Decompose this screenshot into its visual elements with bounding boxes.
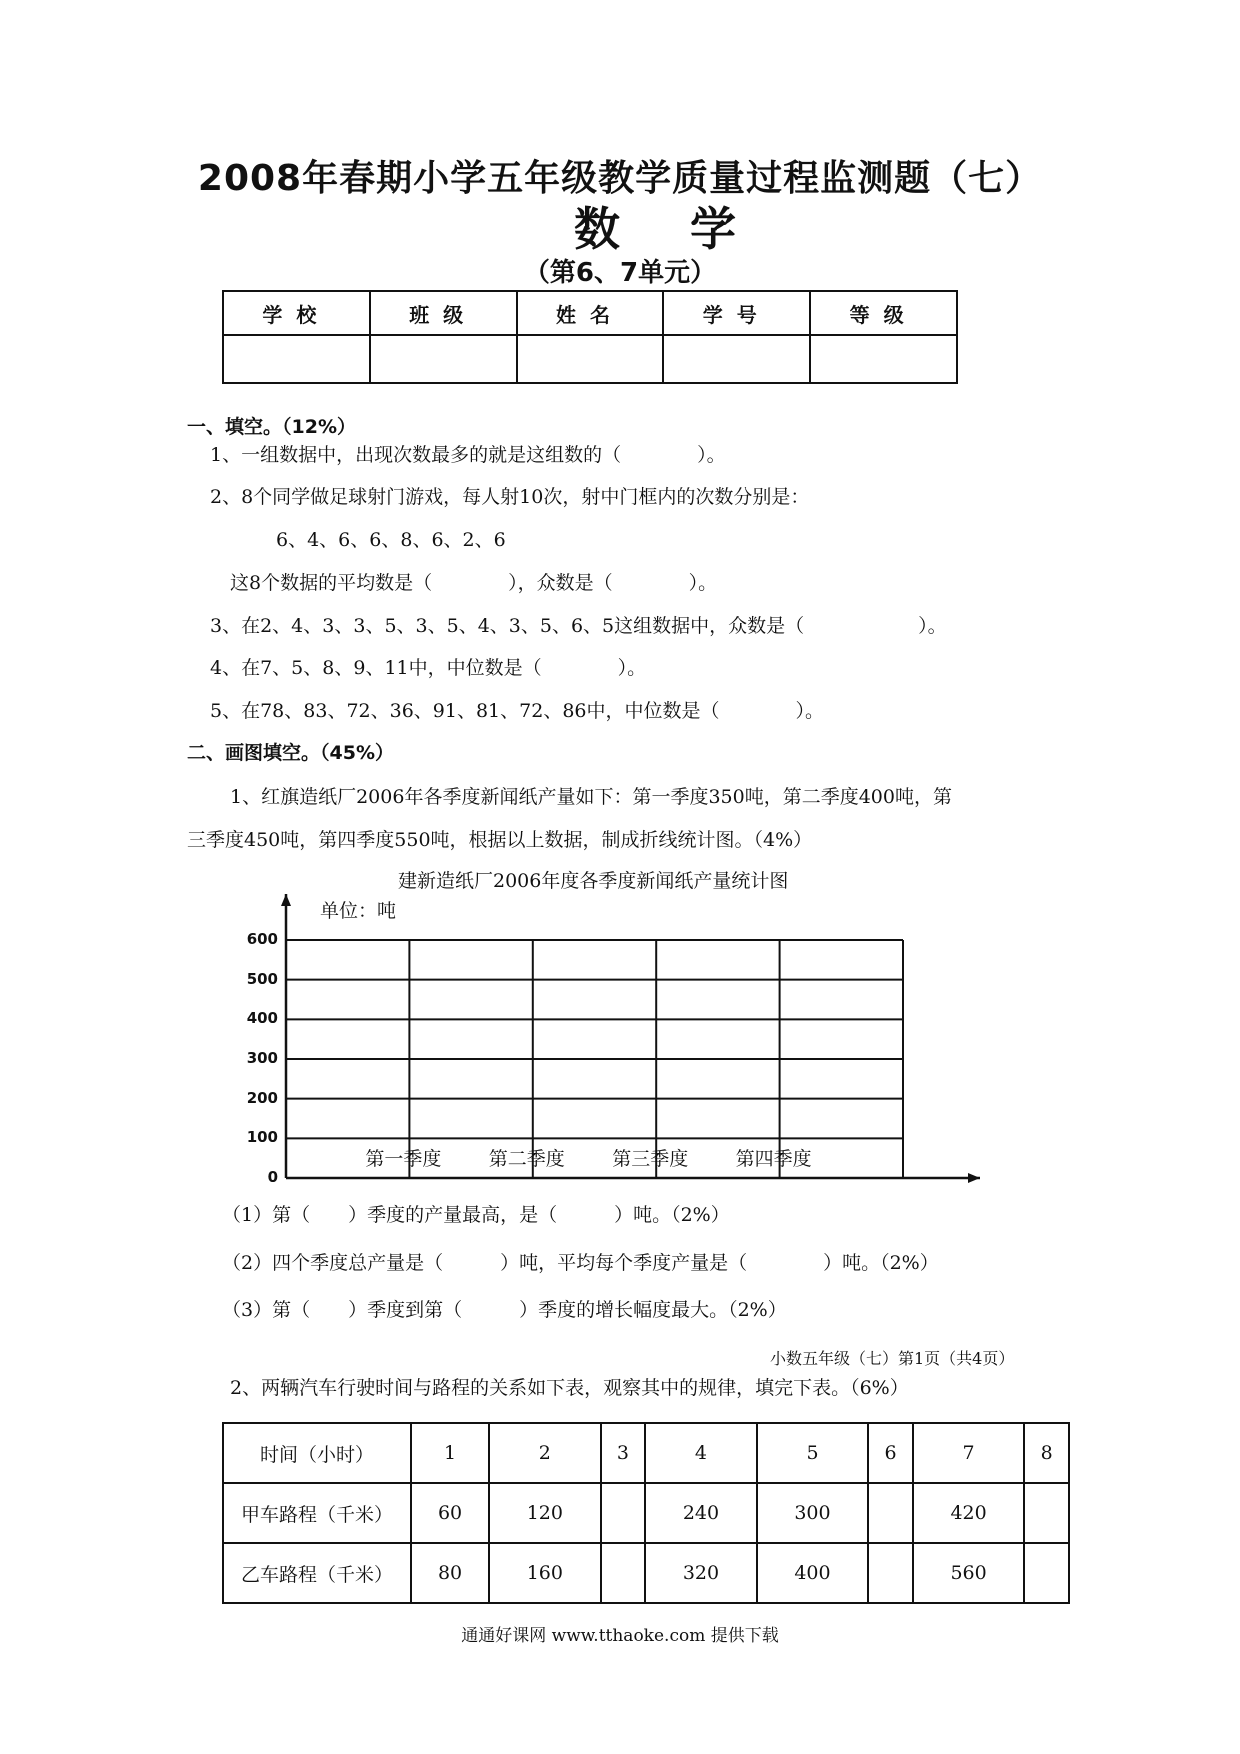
y-tick-label: 500 [246, 969, 278, 988]
s1-question-2-ask: 这8个数据的平均数是（ ），众数是（ ）。 [230, 572, 718, 594]
s1-question-2: 2、8个同学做足球射门游戏，每人射10次，射中门框内的次数分别是： [210, 486, 810, 508]
x-axis-arrow-icon [968, 1173, 980, 1183]
table-cell: 80 [411, 1543, 489, 1603]
table-cell[interactable] [1024, 1483, 1069, 1543]
info-header-grade: 等级 [810, 291, 957, 335]
s2-question-1-line1: 1、红旗造纸厂2006年各季度新闻纸产量如下：第一季度350吨，第二季度400吨，第 [230, 786, 952, 808]
info-header-id: 学号 [663, 291, 810, 335]
table-cell: 240 [645, 1483, 757, 1543]
table-row [223, 1483, 1069, 1543]
info-field-grade[interactable] [810, 335, 957, 383]
info-header-name: 姓名 [517, 291, 664, 335]
y-tick-label: 200 [246, 1088, 278, 1107]
table-cell: 420 [913, 1483, 1025, 1543]
table-cell: 560 [913, 1543, 1025, 1603]
info-field-id[interactable] [663, 335, 810, 383]
s1-question-4: 4、在7、5、8、9、11中，中位数是（ ）。 [210, 657, 647, 679]
table-cell: 4 [645, 1423, 757, 1483]
subject-title: 数学 [574, 202, 806, 256]
info-header-class: 班级 [370, 291, 517, 335]
y-tick-label: 600 [246, 930, 278, 948]
x-category-label: 第二季度 [488, 1148, 565, 1170]
table-cell: 7 [913, 1423, 1025, 1483]
table-row [223, 1543, 1069, 1603]
table-row-header: 时间（小时） [223, 1423, 411, 1483]
section2-heading: 二、画图填空。（45%） [187, 742, 394, 764]
s2-subquestion-3: （3）第（ ）季度到第（ ）季度的增长幅度最大。（2%） [222, 1299, 787, 1321]
table-cell: 400 [757, 1543, 869, 1603]
footer-credit: 通通好课网 www.tthaoke.com 提供下载 [461, 1626, 779, 1646]
info-field-school[interactable] [223, 335, 370, 383]
info-field-name[interactable] [517, 335, 664, 383]
table-cell: 3 [601, 1423, 646, 1483]
y-tick-label: 100 [246, 1128, 278, 1147]
info-field-class[interactable] [370, 335, 517, 383]
s1-question-1: 1、一组数据中，出现次数最多的就是这组数的（ ）。 [210, 444, 726, 466]
y-axis-arrow-icon [281, 894, 291, 906]
s2-question-1-line2: 三季度450吨，第四季度550吨，根据以上数据，制成折线统计图。（4%） [187, 829, 813, 851]
table-cell[interactable] [601, 1543, 646, 1603]
table-cell: 60 [411, 1483, 489, 1543]
s2-subquestion-2: （2）四个季度总产量是（ ）吨，平均每个季度产量是（ ）吨。（2%） [222, 1252, 939, 1274]
table-cell[interactable] [868, 1483, 913, 1543]
x-category-label: 第一季度 [365, 1148, 442, 1170]
table-cell: 5 [757, 1423, 869, 1483]
chart-unit-label: 单位：吨 [320, 900, 397, 922]
x-category-label: 第三季度 [612, 1148, 689, 1170]
s1-question-3: 3、在2、4、3、3、5、3、5、4、3、5、6、5这组数据中，众数是（ ）。 [210, 615, 947, 637]
s2-subquestion-1: （1）第（ ）季度的产量最高，是（ ）吨。（2%） [222, 1204, 730, 1226]
table-cell: 320 [645, 1543, 757, 1603]
table-cell: 160 [489, 1543, 601, 1603]
s2-question-2: 2、两辆汽车行驶时间与路程的关系如下表，观察其中的规律，填完下表。（6%） [230, 1377, 909, 1399]
info-header-school: 学校 [223, 291, 370, 335]
s1-question-5: 5、在78、83、72、36、91、81、72、86中，中位数是（ ）。 [210, 700, 825, 722]
table-cell: 6 [868, 1423, 913, 1483]
chart-title: 建新造纸厂2006年度各季度新闻纸产量统计图 [398, 870, 789, 892]
table-cell: 300 [757, 1483, 869, 1543]
table-cell[interactable] [1024, 1543, 1069, 1603]
unit-subtitle: （第6、7单元） [523, 258, 717, 288]
table-cell: 120 [489, 1483, 601, 1543]
page-number-note: 小数五年级（七）第1页（共4页） [770, 1349, 1015, 1368]
distance-time-table [222, 1422, 1070, 1604]
x-category-label: 第四季度 [735, 1148, 812, 1170]
y-tick-label: 400 [246, 1009, 278, 1028]
y-tick-label: 0 [267, 1168, 278, 1186]
table-cell: 8 [1024, 1423, 1069, 1483]
page-title: 2008年春期小学五年级教学质量过程监测题（七） [197, 158, 1043, 199]
table-row-header: 乙车路程（千米） [223, 1543, 411, 1603]
table-cell: 1 [411, 1423, 489, 1483]
table-cell[interactable] [868, 1543, 913, 1603]
table-row [223, 1423, 1069, 1483]
section1-heading: 一、填空。（12%） [187, 416, 356, 438]
table-cell[interactable] [601, 1483, 646, 1543]
y-tick-label: 300 [246, 1049, 278, 1067]
table-row-header: 甲车路程（千米） [223, 1483, 411, 1543]
student-info-table [222, 290, 958, 384]
table-cell: 2 [489, 1423, 601, 1483]
s1-question-2-data: 6、4、6、6、8、6、2、6 [276, 529, 506, 551]
